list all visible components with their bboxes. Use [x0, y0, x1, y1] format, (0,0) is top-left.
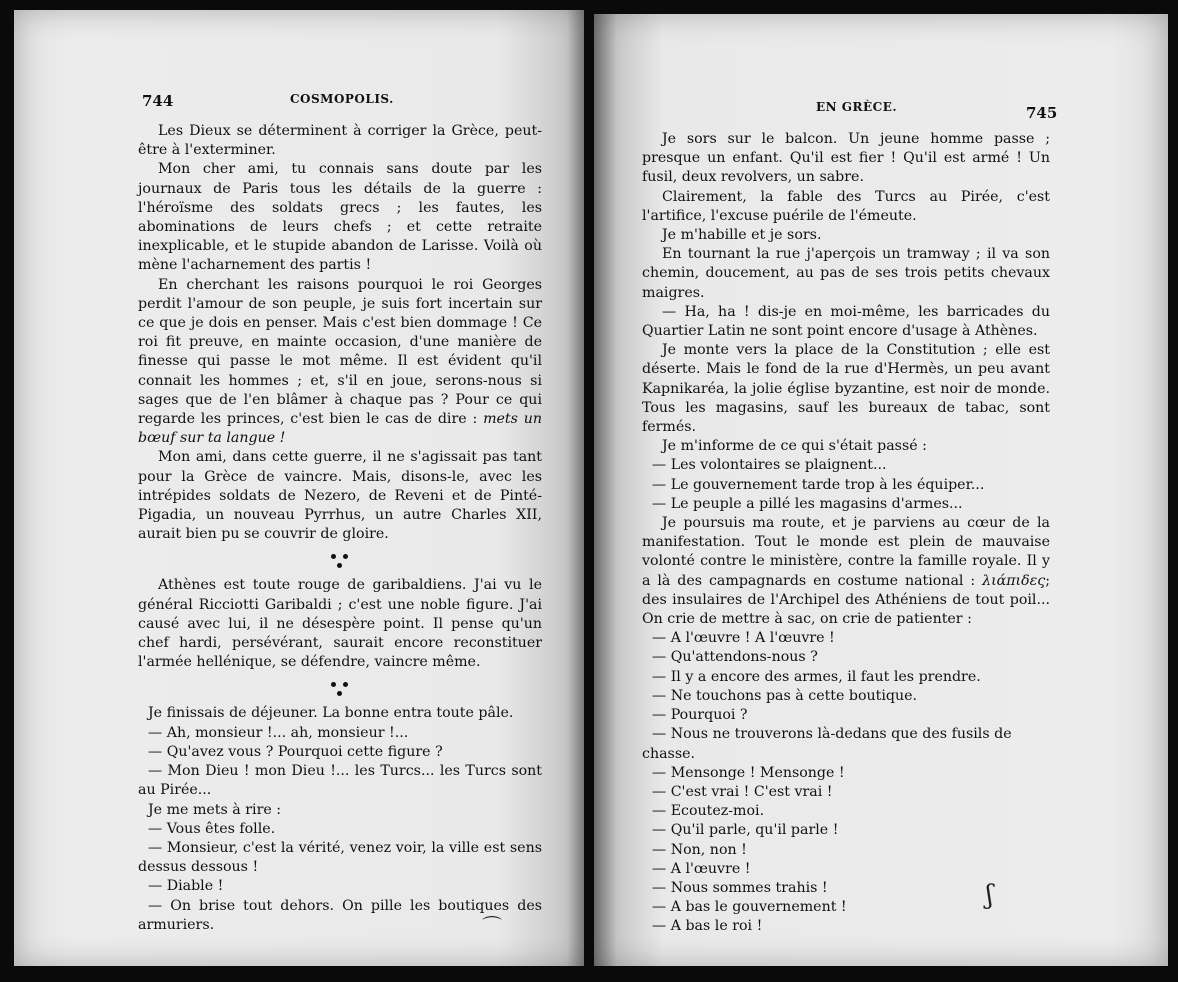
dialogue-line: — Qu'il parle, qu'il parle ! [652, 822, 839, 839]
dialogue-line: — A l'œuvre ! [652, 860, 751, 877]
paragraph: Athènes est toute rouge de garibaldiens. J'ai vu le général Ricciotti Garibaldi ; c'est une noble figure. J'ai causé avec lui, il ne désespère point. Il pense qu'un chef hardi, persévérant, saurait encore reconstituer l'armée hellénique, se défendre, vaincre même. [138, 577, 542, 671]
dialogue-line: — Vous êtes folle. [148, 820, 276, 837]
page-number: 745 [1026, 104, 1058, 122]
dialogue-line: — A bas le roi ! [652, 918, 763, 935]
paragraph: Je m'habille et je sors. [662, 227, 822, 244]
dialogue-line: — Ah, monsieur !... ah, monsieur !... [148, 724, 409, 741]
dialogue-line: — Nous ne trouverons là-dedans que des fusils de chasse. [642, 726, 1012, 762]
dialogue-line: — Mensonge ! Mensonge ! [652, 764, 845, 781]
dialogue-line: — Les volontaires se plaignent... [652, 457, 887, 474]
dialogue-line: — A bas le gouvernement ! [652, 899, 847, 916]
italic-phrase: mets un bœuf sur ta langue ! [138, 411, 542, 447]
dialogue-line: — Pourquoi ? [652, 707, 748, 724]
dialogue-line: — Nous sommes trahis ! [652, 879, 828, 896]
scan-mark: ⌒ [482, 914, 502, 938]
paragraph [138, 276, 542, 449]
dialogue-line: — Mon Dieu ! mon Dieu !... les Turcs... les Turcs sont au Pirée... [138, 763, 542, 799]
dialogue-line: — Qu'attendons-nous ? [652, 649, 818, 666]
paragraph: Clairement, la fable des Turcs au Pirée, c'est l'artifice, l'excuse puérile de l'émeute. [642, 188, 1050, 224]
left-page [14, 10, 584, 966]
paragraph: Je monte vers la place de la Constitution ; elle est déserte. Mais le fond de la rue d'Hermès, un peu avant Kapnikaréa, la jolie église byzantine, est noir de monde. Tous les magasins, sauf les bureaux de tabac, sont fermés. [642, 342, 1050, 436]
section-break-ornament [138, 544, 542, 576]
paragraph: En tournant la rue j'aperçois un tramway ; il va son chemin, doucement, au pas de ses trois petits chevaux maigres. [642, 246, 1050, 301]
paragraph: Mon cher ami, tu connais sans doute par les journaux de Paris tous les détails de la guerre : l'héroïsme des soldats grecs ; les fautes, les abominations de leurs chefs ; et cette retraite inexplicable, et le stupide abandon de Larisse. Voilà où mène l'acharnement des partis ! [138, 161, 542, 274]
paragraph-text: ; des insulaires de l'Archipel des Athéniens de tout poil... On crie de mettre à sac, on crie de patienter : [642, 572, 1050, 628]
dialogue-line: — Qu'avez vous ? Pourquoi cette figure ? [148, 743, 443, 760]
right-page [594, 14, 1168, 966]
right-body [642, 130, 1050, 937]
paragraph-text: En cherchant les raisons pourquoi le roi Georges perdit l'amour de son peuple, je suis fort incertain sur ce que je dois en penser. Mais c'est bien dommage ! Ce roi fit preuve, en mainte occasion, d'une manière de finesse qui passe le mot même. Il est évident qu'il connait les hommes ; et, s'il en joue, serons-nous si sages que de l'en blâmer à chaque pas ? Pour ce qui regarde les princes, c'est bien le cas de dire : [138, 276, 542, 428]
dialogue-line: Je me mets à rire : [148, 801, 282, 818]
paragraph: Mon ami, dans cette guerre, il ne s'agissait pas tant pour la Grèce de vaincre. Mais, disons-le, avec les intrépides soldats de Nezero, de Reveni et de Pinté-Pigadia, un nouveau Pyrrhus, un autre Charles XII, aurait bien pu se couvrir de gloire. [138, 449, 542, 543]
dialogue-line: — On brise tout dehors. On pille les boutiques des armuriers. [138, 897, 542, 933]
dialogue-line: — Monsieur, c'est la vérité, venez voir, la ville est sens dessus dessous ! [138, 839, 542, 876]
dialogue-line: — Diable ! [148, 878, 224, 895]
dialogue-line: — Non, non ! [652, 841, 747, 858]
dialogue-line: — Il y a encore des armes, il faut les prendre. [652, 668, 981, 685]
dialogue-line: — A l'œuvre ! A l'œuvre ! [652, 630, 835, 647]
dialogue-line: — Le peuple a pillé les magasins d'armes... [652, 495, 963, 512]
dialogue-line: — C'est vrai ! C'est vrai ! [652, 783, 833, 800]
paragraph: Je finissais de déjeuner. La bonne entra toute pâle. [148, 705, 514, 722]
dialogue-line: — Ne touchons pas à cette boutique. [652, 687, 918, 704]
greek-word: λιάπιδες [982, 572, 1046, 589]
section-break-ornament [138, 672, 542, 704]
paragraph: Je sors sur le balcon. Un jeune homme passe ; presque un enfant. Qu'il est fier ! Qu'il est armé ! Un fusil, deux revolvers, un sabre. [642, 131, 1050, 186]
paragraph [642, 514, 1050, 629]
left-body [138, 122, 542, 935]
running-head: COSMOPOLIS. [290, 92, 394, 106]
paragraph: Je m'informe de ce qui s'était passé : [662, 438, 927, 455]
dialogue-line: — Ecoutez-moi. [652, 803, 765, 820]
dialogue-line: — Le gouvernement tarde trop à les équiper... [652, 476, 985, 493]
page-number: 744 [142, 92, 174, 110]
paragraph: Les Dieux se déterminent à corriger la Grèce, peut-être à l'exterminer. [138, 123, 542, 159]
paragraph-text: Je poursuis ma route, et je parviens au cœur de la manifestation. Tout le monde est plein de mauvaise volonté contre le ministère, contre la famille royale. Il y a là des campagnards en costume national : [642, 515, 1050, 589]
scan-mark: ʃ [986, 880, 994, 910]
running-head: EN GRÈCE. [816, 100, 898, 114]
paragraph: — Ha, ha ! dis-je en moi-même, les barricades du Quartier Latin ne sont point encore d'usage à Athènes. [642, 303, 1050, 340]
